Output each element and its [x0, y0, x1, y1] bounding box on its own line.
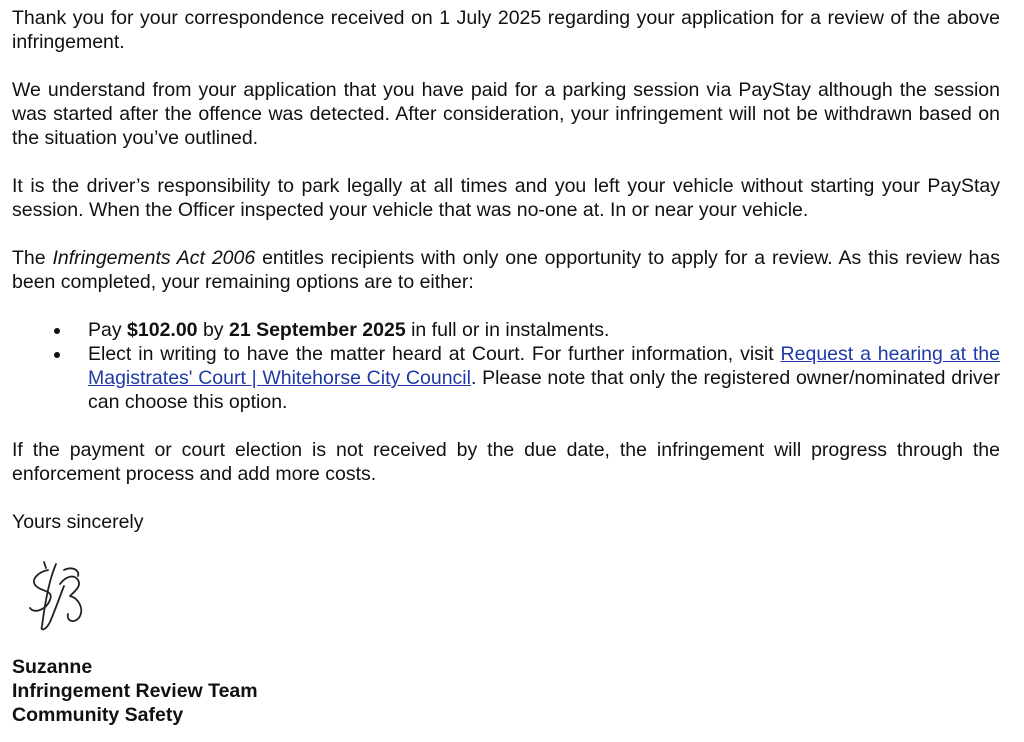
letter-body: [12, 6, 1000, 534]
text-segment: entitles recipients with only one opportunity to apply for a review. As this review has been completed, your remaining options are to either:: [12, 247, 1000, 293]
signatory-team: Infringement Review Team: [12, 680, 258, 702]
signature-block: [12, 655, 258, 727]
closing-salutation: Yours sincerely: [12, 511, 144, 533]
paragraph-correspondence: Thank you for your correspondence received on 1 July 2025 regarding your application for a review of the above infringement.: [12, 7, 1000, 53]
paragraph-enforcement: If the payment or court election is not received by the due date, the infringement will progress through the enforcement process and add more costs.: [12, 439, 1000, 485]
court-hearing-link[interactable]: Request a hearing at the Magistrates' Court | Whitehorse City Council: [88, 343, 1000, 389]
signature-image: [20, 556, 110, 636]
signatory-name: Suzanne: [12, 656, 93, 678]
list-item-pay: [12, 318, 1000, 342]
signatory-department: Community Safety: [12, 704, 184, 726]
paragraph-paystay: We understand from your application that you have paid for a parking session via PayStay although the session was started after the offence was detected. After consideration, your infringement will not be withdrawn based on the situation you’ve outlined.: [12, 79, 1000, 149]
text-segment: Elect in writing to have the matter heard at Court. For further information, visit: [88, 343, 781, 365]
text-segment: by: [197, 319, 229, 341]
list-item-court: [12, 342, 1000, 414]
text-segment: Pay: [88, 319, 128, 341]
paragraph-review-options: [12, 246, 1000, 294]
due-date: 21 September 2025: [228, 319, 406, 341]
text-segment: The: [12, 247, 53, 269]
amount-due: $102.00: [127, 319, 198, 341]
paragraph-responsibility: It is the driver’s responsibility to park legally at all times and you left your vehicle without starting your PayStay session. When the Officer inspected your vehicle that was no-one at. In or near your vehicle.: [12, 175, 1000, 221]
act-name: Infringements Act 2006: [52, 247, 256, 269]
text-segment: in full or in instalments.: [405, 319, 610, 341]
text-segment: . Please note that only the registered owner/nominated driver can choose this option.: [88, 367, 1000, 413]
options-list: [12, 318, 1000, 414]
